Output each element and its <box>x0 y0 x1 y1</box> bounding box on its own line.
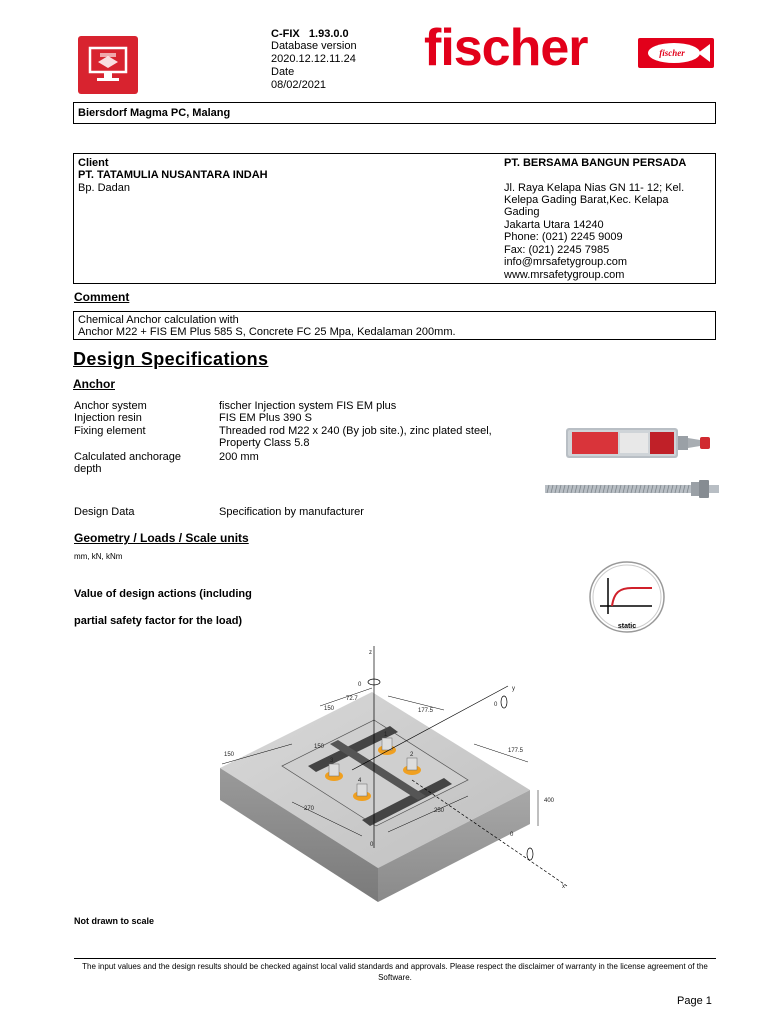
website-line: www.mrsafetygroup.com <box>504 269 625 281</box>
project-box <box>73 102 716 124</box>
address-line: Kelepa Gading Barat,Kec. Kelapa <box>504 194 669 206</box>
anchor-title: Anchor <box>73 377 115 391</box>
address-line: Jl. Raya Kelapa Nias GN 11- 12; Kel. <box>504 182 685 194</box>
axis-label: z <box>369 650 372 656</box>
anchor-number: 1 <box>384 732 388 738</box>
dimension-label: 177.5 <box>508 748 524 754</box>
disclaimer-text: The input values and the design results should be checked against local valid standards and approvals. Please respect the disclaimer of warranty in the license agreement of the Software. <box>82 962 708 982</box>
spec-label: depth <box>74 463 102 475</box>
fischer-logo: fischer <box>424 19 588 77</box>
app-name: C-FIX <box>271 28 300 40</box>
app-version <box>271 28 349 41</box>
fish-icon <box>638 38 714 68</box>
spec-value: Specification by manufacturer <box>219 506 364 518</box>
dimension-label: 270 <box>304 806 315 812</box>
axis-label: y <box>512 686 515 692</box>
client-name: PT. TATAMULIA NUSANTARA INDAH <box>78 169 268 181</box>
comment-title: Comment <box>74 290 130 304</box>
axis-label: x <box>562 884 565 890</box>
fax-line: Fax: (021) 2245 7985 <box>504 244 610 256</box>
dimension-label: 150 <box>324 706 335 712</box>
comment-box <box>73 311 716 340</box>
not-to-scale-note: Not drawn to scale <box>74 916 155 926</box>
date-label: Date <box>271 66 295 78</box>
spec-label: Design Data <box>74 506 135 518</box>
threaded-rod-image <box>543 478 723 500</box>
db-label: Database version <box>271 40 357 52</box>
cfix-logo <box>78 36 138 94</box>
moment-label: 0 <box>358 682 362 688</box>
comment-line: Chemical Anchor calculation with <box>78 314 239 326</box>
spec-value: Threaded rod M22 x 240 (By job site.), zinc plated steel, <box>219 425 492 437</box>
address-line: Gading <box>504 206 540 218</box>
spec-label: Anchor system <box>74 400 147 412</box>
db-value: 2020.12.12.11.24 <box>271 53 356 65</box>
anchor-number: 4 <box>358 778 362 784</box>
project-name: Biersdorf Magma PC, Malang <box>78 107 231 119</box>
spec-value: FIS EM Plus 390 S <box>219 412 312 424</box>
moment-arrow <box>501 696 507 708</box>
dimension-label: 177.5 <box>418 708 434 714</box>
static-load-icon <box>586 560 668 636</box>
dimension-label: 150 <box>224 752 235 758</box>
spec-value: fischer Injection system FIS EM plus <box>219 400 397 412</box>
client-box <box>73 153 716 284</box>
monitor-icon <box>78 36 138 94</box>
spec-label: Calculated anchorage <box>74 451 182 463</box>
section-title: Design Specifications <box>73 349 269 369</box>
spec-label: Injection resin <box>74 412 142 424</box>
dimension-label: 400 <box>544 798 555 804</box>
phone-line: Phone: (021) 2245 9009 <box>504 231 623 243</box>
anchor-number: 3 <box>330 758 334 764</box>
dimension-label: 150 <box>314 744 325 750</box>
geometry-title: Geometry / Loads / Scale units <box>74 531 249 545</box>
fish-badge-text: fischer <box>659 48 685 58</box>
dimension-label: 72.7 <box>346 696 358 702</box>
actions-line: partial safety factor for the load) <box>74 615 243 627</box>
client-contact: Bp. Dadan <box>78 182 130 194</box>
units-text: mm, kN, kNm <box>74 552 123 561</box>
footer-divider <box>74 958 716 959</box>
moment-label: 0 <box>370 842 374 848</box>
anchor-number: 2 <box>410 752 414 758</box>
spec-value: 200 mm <box>219 451 259 463</box>
version-number: 1.93.0.0 <box>308 28 349 40</box>
moment-arrow <box>527 848 533 860</box>
static-label: static <box>617 623 637 630</box>
spec-value: Property Class 5.8 <box>219 437 310 449</box>
resin-cartridge-image <box>560 418 720 468</box>
dimension-label: 250 <box>434 808 445 814</box>
client-label: Client <box>78 157 109 169</box>
spec-label: Fixing element <box>74 425 146 437</box>
company-name: PT. BERSAMA BANGUN PERSADA <box>504 157 687 169</box>
fischer-fish-badge <box>638 38 714 68</box>
actions-line: Value of design actions (including <box>74 588 252 600</box>
moment-label: 0 <box>494 702 498 708</box>
email-line: info@mrsafetygroup.com <box>504 256 628 268</box>
anchor-plate-drawing <box>212 640 582 908</box>
moment-label: 0 <box>510 832 514 838</box>
comment-line: Anchor M22 + FIS EM Plus 585 S, Concrete FC 25 Mpa, Kedalaman 200mm. <box>78 326 456 338</box>
address-line: Jakarta Utara 14240 <box>504 219 604 231</box>
page-number: Page 1 <box>677 995 712 1007</box>
date-value: 08/02/2021 <box>271 79 327 91</box>
